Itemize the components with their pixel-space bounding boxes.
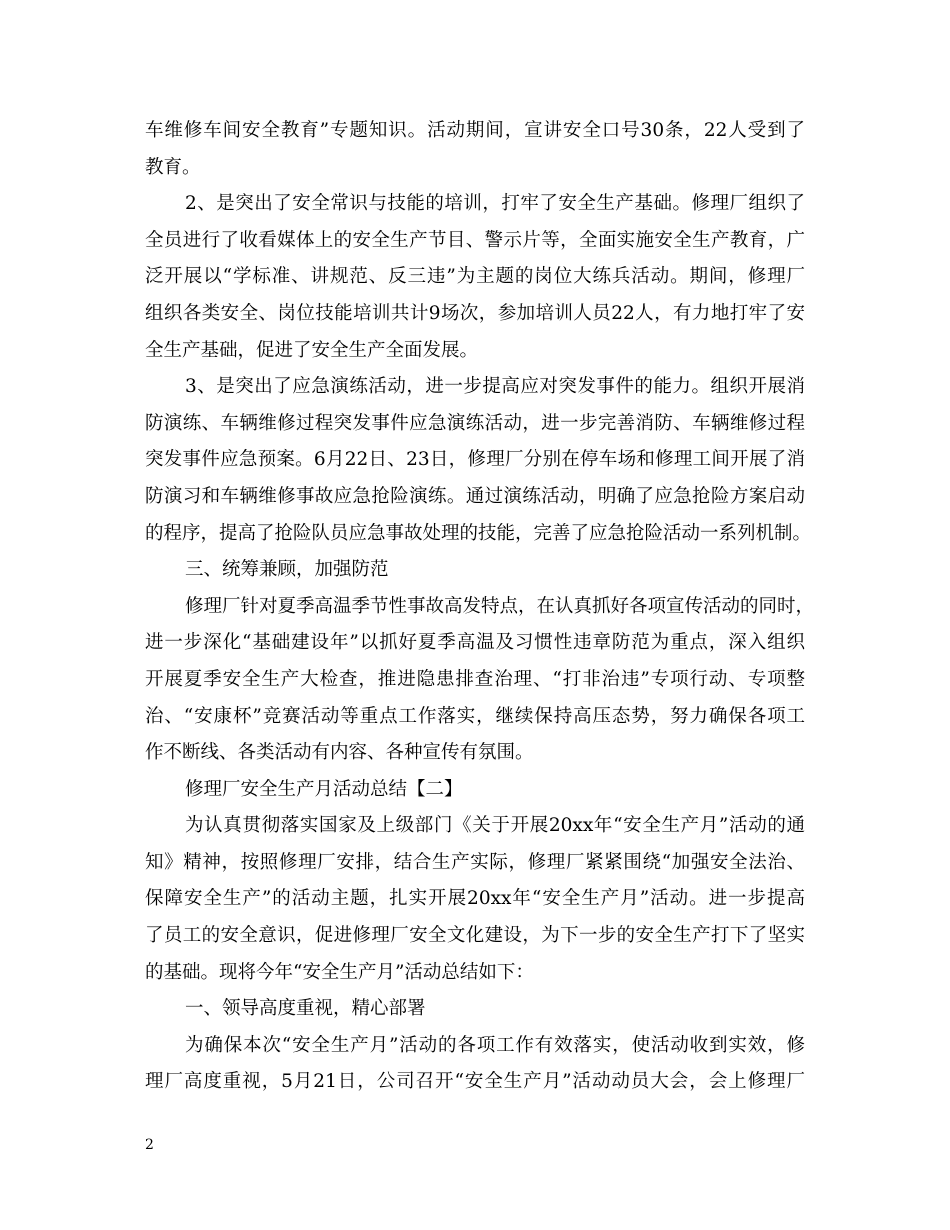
text-line: 教育。 <box>145 156 201 178</box>
text-line: 作不断线、各类活动有内容、各种宣传有氛围。 <box>145 742 534 764</box>
page-number: 2 <box>145 1137 154 1153</box>
section-heading: 一、领导高度重视，精心部署 <box>185 998 426 1020</box>
text-line: 修理厂针对夏季高温季节性事故高发特点，在认真抓好各项宣传活动的同时， <box>185 595 815 617</box>
text-line: 突发事件应急预案。6月22日、23日，修理厂分别在停车场和修理工间开展了消 <box>145 449 805 471</box>
text-line: 全员进行了收看媒体上的安全生产节目、警示片等，全面实施安全生产教育，广 <box>145 229 805 251</box>
text-line: 为确保本次“安全生产月”活动的各项工作有效落实，使活动收到实效，修 <box>185 1034 805 1056</box>
body-text <box>145 113 815 1101</box>
text-line: 全生产基础，促进了安全生产全面发展。 <box>145 339 479 361</box>
article-title: 修理厂安全生产月活动总结【二】 <box>185 778 463 800</box>
text-line: 开展夏季安全生产大检查，推进隐患排查治理、“打非治违”专项行动、专项整 <box>145 668 805 690</box>
text-line: 理厂高度重视，5月21日，公司召开“安全生产月”活动动员大会，会上修理厂 <box>145 1071 805 1093</box>
text-line: 知》精神，按照修理厂安排，结合生产实际，修理厂紧紧围绕“加强安全法治、 <box>145 851 805 873</box>
text-line: 治、“安康杯”竞赛活动等重点工作落实，继续保持高压态势，努力确保各项工 <box>145 705 805 727</box>
text-line: 泛开展以“学标准、讲规范、反三违”为主题的岗位大练兵活动。期间，修理厂 <box>145 266 805 288</box>
text-line: 2、是突出了安全常识与技能的培训，打牢了安全生产基础。修理厂组织了 <box>185 193 805 215</box>
text-line: 进一步深化“基础建设年”以抓好夏季高温及习惯性违章防范为重点，深入组织 <box>145 632 805 654</box>
text-line: 车维修车间安全教育”专题知识。活动期间，宣讲安全口号30条，22人受到了 <box>145 120 805 141</box>
text-line: 防演练、车辆维修过程突发事件应急演练活动，进一步完善消防、车辆维修过程 <box>145 412 805 434</box>
text-line: 3、是突出了应急演练活动，进一步提高应对突发事件的能力。组织开展消 <box>185 376 805 398</box>
section-heading: 三、统筹兼顾，加强防范 <box>185 559 389 581</box>
text-line: 了员工的安全意识，促进修理厂安全文化建设，为下一步的安全生产打下了坚实 <box>145 925 805 947</box>
text-line: 的程序，提高了抢险队员应急事故处理的技能，完善了应急抢险活动一系列机制。 <box>145 522 812 544</box>
text-line: 组织各类安全、岗位技能培训共计9场次，参加培训人员22人，有力地打牢了安 <box>145 302 805 324</box>
text-line: 为认真贯彻落实国家及上级部门《关于开展20xx年“安全生产月”活动的通 <box>185 815 805 837</box>
text-line: 的基础。现将今年“安全生产月”活动总结如下： <box>145 961 534 983</box>
text-line: 防演习和车辆维修事故应急抢险演练。通过演练活动，明确了应急抢险方案启动 <box>145 485 805 507</box>
text-line: 保障安全生产”的活动主题，扎实开展20xx年“安全生产月”活动。进一步提高 <box>145 888 805 910</box>
